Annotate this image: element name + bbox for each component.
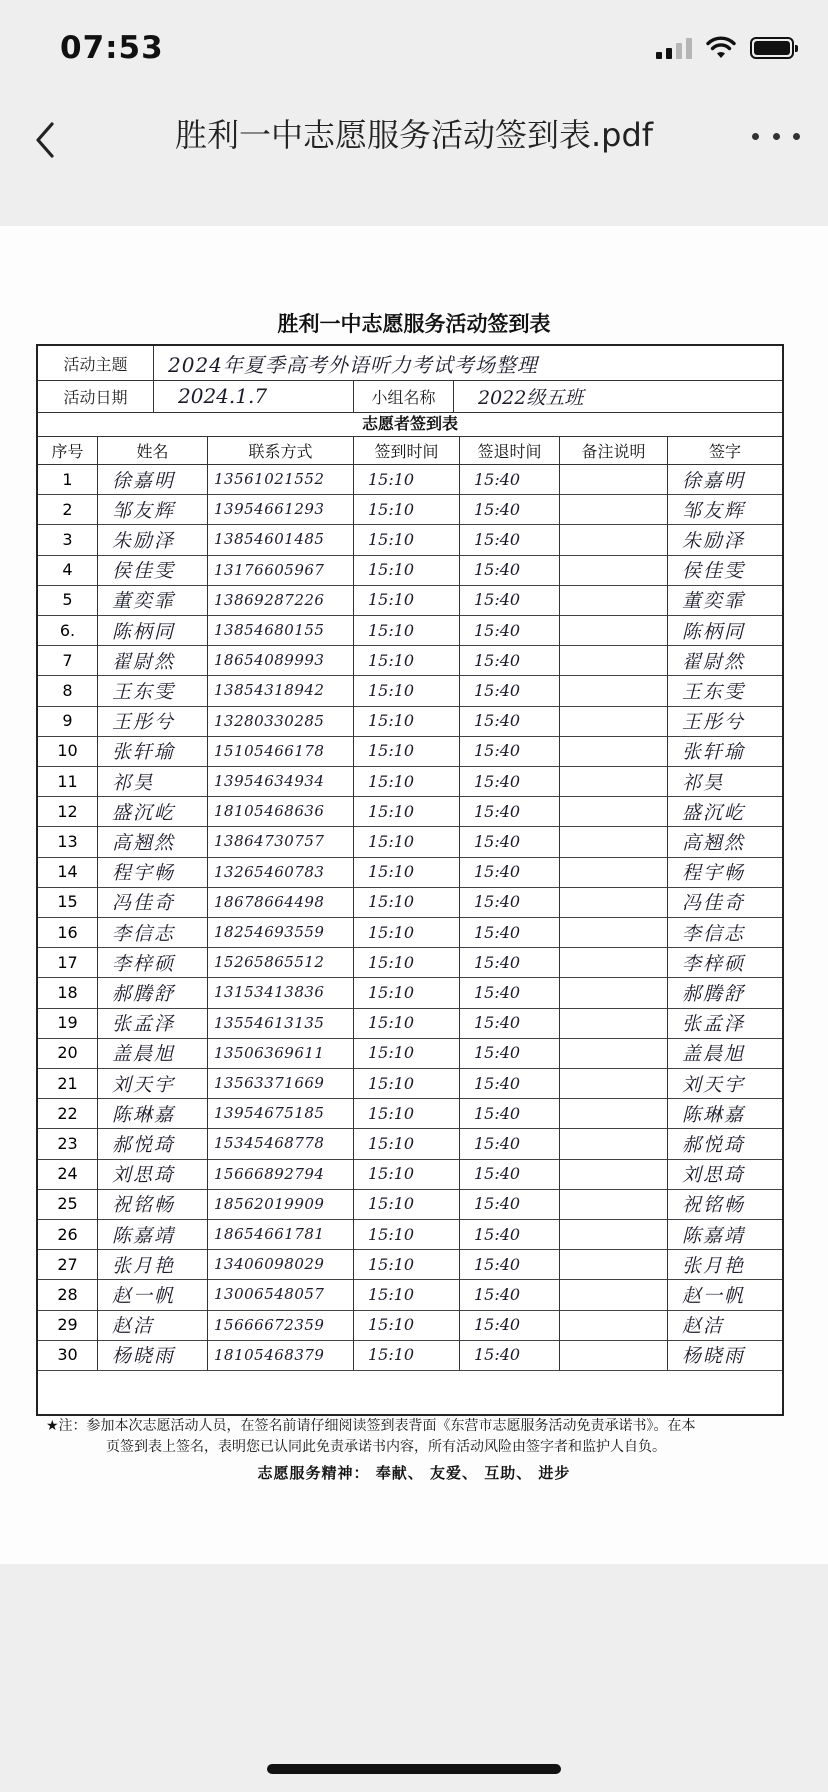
table-row <box>38 736 782 767</box>
row-no: 25 <box>38 1189 98 1219</box>
table-row <box>38 826 782 857</box>
row-phone: 13854601485 <box>208 524 354 554</box>
row-in: 15:10 <box>354 887 460 917</box>
row-phone: 13954634934 <box>208 766 354 796</box>
row-note <box>560 766 668 796</box>
row-sign: 陈琳嘉 <box>682 1103 746 1126</box>
row-phone: 13954675185 <box>208 1098 354 1128</box>
row-phone: 13506369611 <box>208 1038 354 1068</box>
row-phone: 18562019909 <box>208 1189 354 1219</box>
more-horizontal-icon <box>752 133 759 140</box>
row-out: 15:40 <box>460 857 560 887</box>
table-row <box>38 1008 782 1039</box>
table-row <box>38 1310 782 1341</box>
home-indicator[interactable] <box>267 1764 561 1774</box>
row-no: 20 <box>38 1038 98 1068</box>
row-name: 侯佳雯 <box>98 555 208 585</box>
row-sign: 程宇畅 <box>682 862 746 885</box>
row-name: 刘思琦 <box>98 1159 208 1189</box>
row-sign: 张轩瑜 <box>682 741 746 764</box>
col-header-signature: 签字 <box>708 441 741 461</box>
row-name: 王彤兮 <box>98 706 208 736</box>
row-out: 15:40 <box>460 1310 560 1340</box>
row-out: 15:40 <box>460 1219 560 1249</box>
table-row <box>38 796 782 827</box>
row-note <box>560 615 668 645</box>
row-no: 14 <box>38 857 98 887</box>
row-sign: 祁昊 <box>682 771 725 794</box>
table-row <box>38 1128 782 1159</box>
row-no: 26 <box>38 1219 98 1249</box>
row-in: 15:10 <box>354 1340 460 1370</box>
row-note <box>560 887 668 917</box>
row-out: 15:40 <box>460 736 560 766</box>
row-in: 15:10 <box>354 1249 460 1279</box>
table-header <box>38 436 782 465</box>
volunteer-section-title: 志愿者签到表 <box>38 412 782 437</box>
row-out: 15:40 <box>460 1068 560 1098</box>
row-note <box>560 555 668 585</box>
row-in: 15:10 <box>354 706 460 736</box>
row-in: 15:10 <box>354 1310 460 1340</box>
row-note <box>560 1279 668 1309</box>
row-name: 李梓硕 <box>98 947 208 977</box>
row-no: 17 <box>38 947 98 977</box>
row-out: 15:40 <box>460 585 560 615</box>
pdf-page[interactable] <box>0 226 828 1564</box>
row-sign: 董奕霏 <box>682 590 746 613</box>
row-sign: 王彤兮 <box>682 711 746 734</box>
row-out: 15:40 <box>460 1128 560 1158</box>
row-name: 刘天宇 <box>98 1068 208 1098</box>
row-name: 盛沉屹 <box>98 796 208 826</box>
row-sign: 张孟泽 <box>682 1013 746 1036</box>
row-no: 18 <box>38 977 98 1007</box>
row-out: 15:40 <box>460 1038 560 1068</box>
row-phone: 13563371669 <box>208 1068 354 1098</box>
row-name: 陈嘉靖 <box>98 1219 208 1249</box>
row-no: 9 <box>38 706 98 736</box>
row-note <box>560 1128 668 1158</box>
row-out: 15:40 <box>460 766 560 796</box>
row-no: 3 <box>38 524 98 554</box>
table-row <box>38 1340 782 1371</box>
row-sign: 李信志 <box>682 922 746 945</box>
row-in: 15:10 <box>354 917 460 947</box>
theme-row <box>38 346 782 381</box>
col-header-signout: 签退时间 <box>460 436 560 464</box>
row-name: 郝腾舒 <box>98 977 208 1007</box>
row-no: 15 <box>38 887 98 917</box>
row-in: 15:10 <box>354 1279 460 1309</box>
table-row <box>38 887 782 918</box>
row-note <box>560 796 668 826</box>
row-note <box>560 977 668 1007</box>
row-name: 张轩瑜 <box>98 736 208 766</box>
row-out: 15:40 <box>460 887 560 917</box>
row-name: 张月艳 <box>98 1249 208 1279</box>
row-sign: 赵洁 <box>682 1315 725 1338</box>
sheet-title: 胜利一中志愿服务活动签到表 <box>277 312 551 336</box>
row-in: 15:10 <box>354 796 460 826</box>
row-no: 16 <box>38 917 98 947</box>
row-name: 邹友辉 <box>98 494 208 524</box>
back-button[interactable] <box>28 108 88 168</box>
row-in: 15:10 <box>354 524 460 554</box>
row-name: 张孟泽 <box>98 1008 208 1038</box>
row-no: 7 <box>38 645 98 675</box>
row-name: 徐嘉明 <box>98 464 208 494</box>
table-row <box>38 615 782 646</box>
row-phone: 18654089993 <box>208 645 354 675</box>
volunteer-spirit: 志愿服务精神： 奉献、 友爱、 互助、 进步 <box>257 1464 571 1482</box>
table-row <box>38 1098 782 1129</box>
row-sign: 盖晨旭 <box>682 1043 746 1066</box>
row-in: 15:10 <box>354 1219 460 1249</box>
row-name: 陈琳嘉 <box>98 1098 208 1128</box>
row-phone: 13869287226 <box>208 585 354 615</box>
table-row <box>38 524 782 555</box>
group-label: 小组名称 <box>354 380 454 412</box>
status-time: 07:53 <box>60 30 164 66</box>
battery-icon <box>750 37 794 59</box>
table-row <box>38 555 782 586</box>
row-sign: 翟尉然 <box>682 650 746 673</box>
row-out: 15:40 <box>460 464 560 494</box>
table-row <box>38 1068 782 1099</box>
table-row <box>38 766 782 797</box>
row-no: 23 <box>38 1128 98 1158</box>
row-in: 15:10 <box>354 615 460 645</box>
sign-in-sheet <box>36 344 784 1416</box>
row-name: 盖晨旭 <box>98 1038 208 1068</box>
row-no: 27 <box>38 1249 98 1279</box>
chevron-left-icon <box>28 108 88 168</box>
row-note <box>560 917 668 947</box>
table-row <box>38 1279 782 1310</box>
row-phone: 18105468636 <box>208 796 354 826</box>
row-sign: 郝腾舒 <box>682 982 746 1005</box>
row-out: 15:40 <box>460 645 560 675</box>
more-button[interactable] <box>752 116 800 156</box>
col-header-name: 姓名 <box>98 436 208 464</box>
row-name: 祁昊 <box>98 766 208 796</box>
row-in: 15:10 <box>354 766 460 796</box>
row-sign: 刘思琦 <box>682 1164 746 1187</box>
row-out: 15:40 <box>460 1159 560 1189</box>
row-phone: 15105466178 <box>208 736 354 766</box>
row-name: 程宇畅 <box>98 857 208 887</box>
row-in: 15:10 <box>354 555 460 585</box>
col-header-signin: 签到时间 <box>354 436 460 464</box>
row-sign: 盛沉屹 <box>682 801 746 824</box>
row-note <box>560 706 668 736</box>
row-in: 15:10 <box>354 977 460 1007</box>
row-name: 董奕霏 <box>98 585 208 615</box>
row-sign: 徐嘉明 <box>682 469 746 492</box>
row-no: 21 <box>38 1068 98 1098</box>
row-sign: 高翘然 <box>682 831 746 854</box>
row-phone: 13864730757 <box>208 826 354 856</box>
row-name: 陈柄同 <box>98 615 208 645</box>
row-note <box>560 645 668 675</box>
row-in: 15:10 <box>354 1068 460 1098</box>
nav-bar <box>0 96 828 226</box>
row-no: 1 <box>38 464 98 494</box>
row-sign: 陈嘉靖 <box>682 1224 746 1247</box>
row-no: 13 <box>38 826 98 856</box>
table-row <box>38 947 782 978</box>
row-phone: 13854680155 <box>208 615 354 645</box>
status-icons <box>656 36 794 60</box>
row-name: 李信志 <box>98 917 208 947</box>
row-name: 朱励泽 <box>98 524 208 554</box>
row-no: 12 <box>38 796 98 826</box>
row-note <box>560 675 668 705</box>
theme-value: 2024年夏季高考外语听力考试考场整理 <box>168 352 538 377</box>
row-note <box>560 1219 668 1249</box>
row-name: 赵洁 <box>98 1310 208 1340</box>
row-in: 15:10 <box>354 857 460 887</box>
row-in: 15:10 <box>354 947 460 977</box>
status-bar <box>0 0 828 96</box>
row-note <box>560 585 668 615</box>
table-row <box>38 585 782 616</box>
row-phone: 13265460783 <box>208 857 354 887</box>
row-phone: 15345468778 <box>208 1128 354 1158</box>
row-sign: 祝铭畅 <box>682 1194 746 1217</box>
row-no: 2 <box>38 494 98 524</box>
row-phone: 13153413836 <box>208 977 354 1007</box>
row-in: 15:10 <box>354 826 460 856</box>
cellular-signal-icon <box>656 37 692 59</box>
row-in: 15:10 <box>354 585 460 615</box>
row-phone: 13176605967 <box>208 555 354 585</box>
row-no: 5 <box>38 585 98 615</box>
table-row <box>38 917 782 948</box>
table-row <box>38 1249 782 1280</box>
row-name: 祝铭畅 <box>98 1189 208 1219</box>
table-row <box>38 494 782 525</box>
row-note <box>560 464 668 494</box>
row-name: 王东雯 <box>98 675 208 705</box>
row-out: 15:40 <box>460 977 560 1007</box>
theme-label: 活动主题 <box>38 346 154 380</box>
group-value: 2022级五班 <box>478 386 584 409</box>
table-row <box>38 857 782 888</box>
row-phone: 18254693559 <box>208 917 354 947</box>
row-no: 6. <box>38 615 98 645</box>
row-note <box>560 1340 668 1370</box>
row-name: 翟尉然 <box>98 645 208 675</box>
row-sign: 李梓硕 <box>682 952 746 975</box>
row-no: 4 <box>38 555 98 585</box>
row-phone: 15666672359 <box>208 1310 354 1340</box>
row-phone: 13854318942 <box>208 675 354 705</box>
row-note <box>560 1189 668 1219</box>
row-out: 15:40 <box>460 947 560 977</box>
table-row <box>38 464 782 495</box>
row-out: 15:40 <box>460 1340 560 1370</box>
row-name: 冯佳奇 <box>98 887 208 917</box>
row-phone: 13554613135 <box>208 1008 354 1038</box>
row-out: 15:40 <box>460 1098 560 1128</box>
row-phone: 13954661293 <box>208 494 354 524</box>
row-no: 28 <box>38 1279 98 1309</box>
col-header-no: 序号 <box>38 436 98 464</box>
row-note <box>560 1098 668 1128</box>
document-title: 胜利一中志愿服务活动签到表.pdf <box>174 116 654 154</box>
row-out: 15:40 <box>460 796 560 826</box>
row-no: 30 <box>38 1340 98 1370</box>
row-note <box>560 1008 668 1038</box>
row-phone: 13406098029 <box>208 1249 354 1279</box>
table-row <box>38 1038 782 1069</box>
row-sign: 王东雯 <box>682 680 746 703</box>
row-in: 15:10 <box>354 1128 460 1158</box>
row-no: 10 <box>38 736 98 766</box>
col-header-remark: 备注说明 <box>560 436 668 464</box>
row-note <box>560 1249 668 1279</box>
table-row <box>38 706 782 737</box>
row-out: 15:40 <box>460 826 560 856</box>
row-note <box>560 826 668 856</box>
date-label: 活动日期 <box>38 380 154 412</box>
row-in: 15:10 <box>354 1159 460 1189</box>
row-name: 郝悦琦 <box>98 1128 208 1158</box>
row-phone: 18654661781 <box>208 1219 354 1249</box>
row-out: 15:40 <box>460 1008 560 1038</box>
row-in: 15:10 <box>354 736 460 766</box>
table-row <box>38 675 782 706</box>
row-out: 15:40 <box>460 555 560 585</box>
row-in: 15:10 <box>354 1038 460 1068</box>
row-note <box>560 524 668 554</box>
row-note <box>560 736 668 766</box>
row-phone: 13006548057 <box>208 1279 354 1309</box>
row-out: 15:40 <box>460 675 560 705</box>
row-sign: 侯佳雯 <box>682 560 746 583</box>
disclaimer-note <box>46 1416 792 1458</box>
row-sign: 刘天宇 <box>682 1073 746 1096</box>
table-row <box>38 1219 782 1250</box>
row-in: 15:10 <box>354 464 460 494</box>
row-sign: 朱励泽 <box>682 529 746 552</box>
row-out: 15:40 <box>460 524 560 554</box>
row-name: 赵一帆 <box>98 1279 208 1309</box>
row-out: 15:40 <box>460 494 560 524</box>
wifi-icon <box>706 36 736 60</box>
row-note <box>560 1159 668 1189</box>
row-out: 15:40 <box>460 1279 560 1309</box>
row-phone: 13561021552 <box>208 464 354 494</box>
row-in: 15:10 <box>354 1008 460 1038</box>
row-in: 15:10 <box>354 675 460 705</box>
row-phone: 15265865512 <box>208 947 354 977</box>
row-out: 15:40 <box>460 917 560 947</box>
row-note <box>560 494 668 524</box>
row-out: 15:40 <box>460 706 560 736</box>
row-note <box>560 1310 668 1340</box>
table-row <box>38 1189 782 1220</box>
row-sign: 陈柄同 <box>682 620 746 643</box>
row-note <box>560 1038 668 1068</box>
row-in: 15:10 <box>354 1189 460 1219</box>
row-out: 15:40 <box>460 1189 560 1219</box>
disclaimer-line-2: 页签到表上签名，表明您已认同此免责承诺书内容，所有活动风险由签字者和监护人自负。 <box>106 1439 666 1455</box>
row-out: 15:40 <box>460 1249 560 1279</box>
row-sign: 邹友辉 <box>682 499 746 522</box>
date-row <box>38 380 782 413</box>
row-no: 8 <box>38 675 98 705</box>
row-phone: 13280330285 <box>208 706 354 736</box>
disclaimer-line-1: ★注：参加本次志愿活动人员，在签名前请仔细阅读签到表背面《东营市志愿服务活动免责承诺书》。在本 <box>46 1418 696 1434</box>
row-sign: 杨晓雨 <box>682 1345 746 1368</box>
row-note <box>560 1068 668 1098</box>
row-note <box>560 947 668 977</box>
row-sign: 郝悦琦 <box>682 1133 746 1156</box>
row-note <box>560 857 668 887</box>
row-sign: 张月艳 <box>682 1254 746 1277</box>
date-value: 2024.1.7 <box>154 380 354 412</box>
row-no: 24 <box>38 1159 98 1189</box>
table-row <box>38 1159 782 1190</box>
row-name: 高翘然 <box>98 826 208 856</box>
row-no: 29 <box>38 1310 98 1340</box>
row-in: 15:10 <box>354 494 460 524</box>
row-no: 11 <box>38 766 98 796</box>
row-phone: 18105468379 <box>208 1340 354 1370</box>
col-header-phone: 联系方式 <box>208 436 354 464</box>
table-row <box>38 977 782 1008</box>
row-phone: 18678664498 <box>208 887 354 917</box>
row-in: 15:10 <box>354 1098 460 1128</box>
table-row <box>38 645 782 676</box>
row-no: 22 <box>38 1098 98 1128</box>
row-phone: 15666892794 <box>208 1159 354 1189</box>
row-in: 15:10 <box>354 645 460 675</box>
row-sign: 赵一帆 <box>682 1284 746 1307</box>
row-sign: 冯佳奇 <box>682 892 746 915</box>
row-out: 15:40 <box>460 615 560 645</box>
row-name: 杨晓雨 <box>98 1340 208 1370</box>
row-no: 19 <box>38 1008 98 1038</box>
